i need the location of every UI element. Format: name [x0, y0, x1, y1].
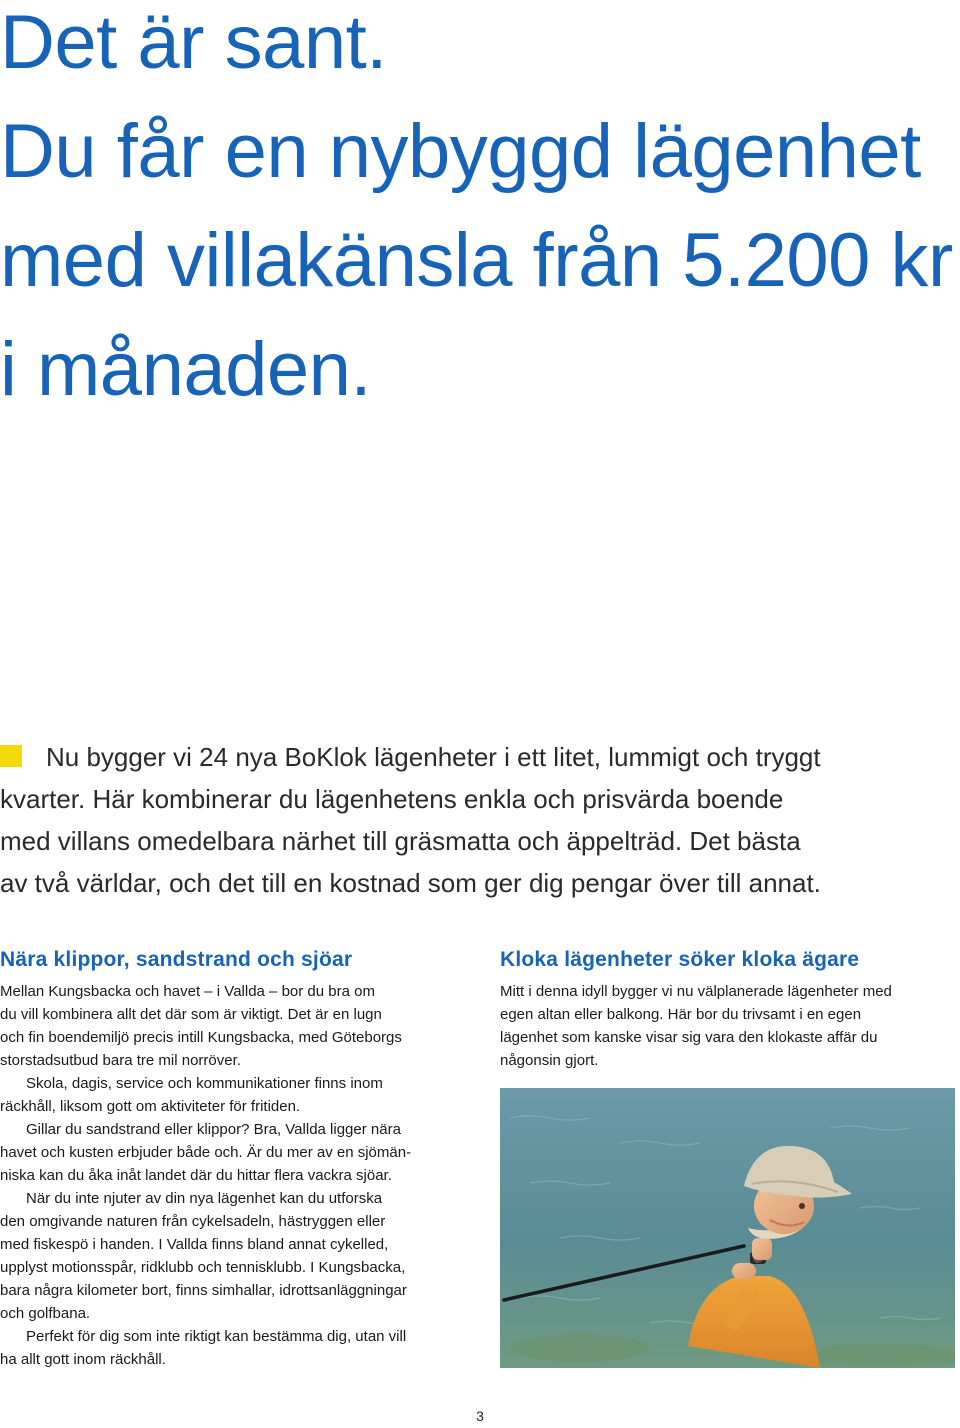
left-heading: Nära klippor, sandstrand och sjöar — [0, 948, 353, 971]
left-line: Mellan Kungsbacka och havet – i Vallda – bor du bra om — [0, 983, 375, 1000]
headline-line-4: i månaden. — [0, 327, 372, 412]
headline-line-2: Du får en nybyggd lägenhet — [0, 109, 921, 194]
intro-paragraph — [0, 736, 960, 904]
left-line: upplyst motionsspår, ridklubb och tennisklubb. I Kungsbacka, — [0, 1259, 406, 1276]
left-body — [0, 980, 470, 1371]
boy-fishing-photo — [500, 1088, 955, 1368]
left-line: Skola, dagis, service och kommunikationer finns inom — [26, 1075, 383, 1092]
right-line: lägenhet som kanske visar sig vara den klokaste affär du — [500, 1029, 878, 1046]
left-line: Perfekt för dig som inte riktigt kan bestämma dig, utan vill — [26, 1328, 407, 1345]
page-number: 3 — [476, 1408, 484, 1424]
left-line: niska kan du åka inåt landet där du hittar flera vackra sjöar. — [0, 1167, 392, 1184]
intro-line-4: av två världar, och det till en kostnad som ger dig pengar över till annat. — [0, 868, 821, 898]
right-heading: Kloka lägenheter söker kloka ägare — [500, 948, 860, 971]
left-line: bara några kilometer bort, finns simhallar, idrottsanläggningar — [0, 1282, 407, 1299]
left-line: räckhåll, liksom gott om aktiviteter för fritiden. — [0, 1098, 301, 1115]
intro-line-3: med villans omedelbara närhet till gräsmatta och äppelträd. Det bästa — [0, 826, 801, 856]
left-line: havet och kusten erbjuder både och. Är du mer av en sjömän- — [0, 1144, 412, 1161]
left-line: med fiskespö i handen. I Vallda finns bland annat cykelled, — [0, 1236, 389, 1253]
left-line: och golfbana. — [0, 1305, 91, 1322]
right-body — [500, 980, 960, 1072]
headline — [0, 0, 960, 424]
left-line: Gillar du sandstrand eller klippor? Bra, Vallda ligger nära — [26, 1121, 401, 1138]
left-line: och fin boendemiljö precis intill Kungsbacka, med Göteborgs — [0, 1029, 402, 1046]
headline-line-3: med villakänsla från 5.200 kr — [0, 218, 953, 303]
left-line: När du inte njuter av din nya lägenhet kan du utforska — [26, 1190, 383, 1207]
right-line: någonsin gjort. — [500, 1052, 599, 1069]
right-column — [500, 944, 960, 1072]
right-line: Mitt i denna idyll bygger vi nu välplanerade lägenheter med — [500, 983, 892, 1000]
left-column — [0, 944, 470, 1371]
left-line: den omgivande naturen från cykelsadeln, hästryggen eller — [0, 1213, 386, 1230]
yellow-square-icon — [0, 745, 22, 767]
intro-line-2: kvarter. Här kombinerar du lägenhetens enkla och prisvärda boende — [0, 784, 784, 814]
left-line: ha allt gott inom räckhåll. — [0, 1351, 166, 1368]
headline-line-1: Det är sant. — [0, 0, 387, 85]
left-line: du vill kombinera allt det där som är viktigt. Det är en lugn — [0, 1006, 382, 1023]
intro-line-1: Nu bygger vi 24 nya BoKlok lägenheter i ett litet, lummigt och tryggt — [0, 736, 960, 778]
right-line: egen altan eller balkong. Här bor du trivsamt i en egen — [500, 1006, 862, 1023]
left-line: storstadsutbud bara tre mil norröver. — [0, 1052, 241, 1069]
